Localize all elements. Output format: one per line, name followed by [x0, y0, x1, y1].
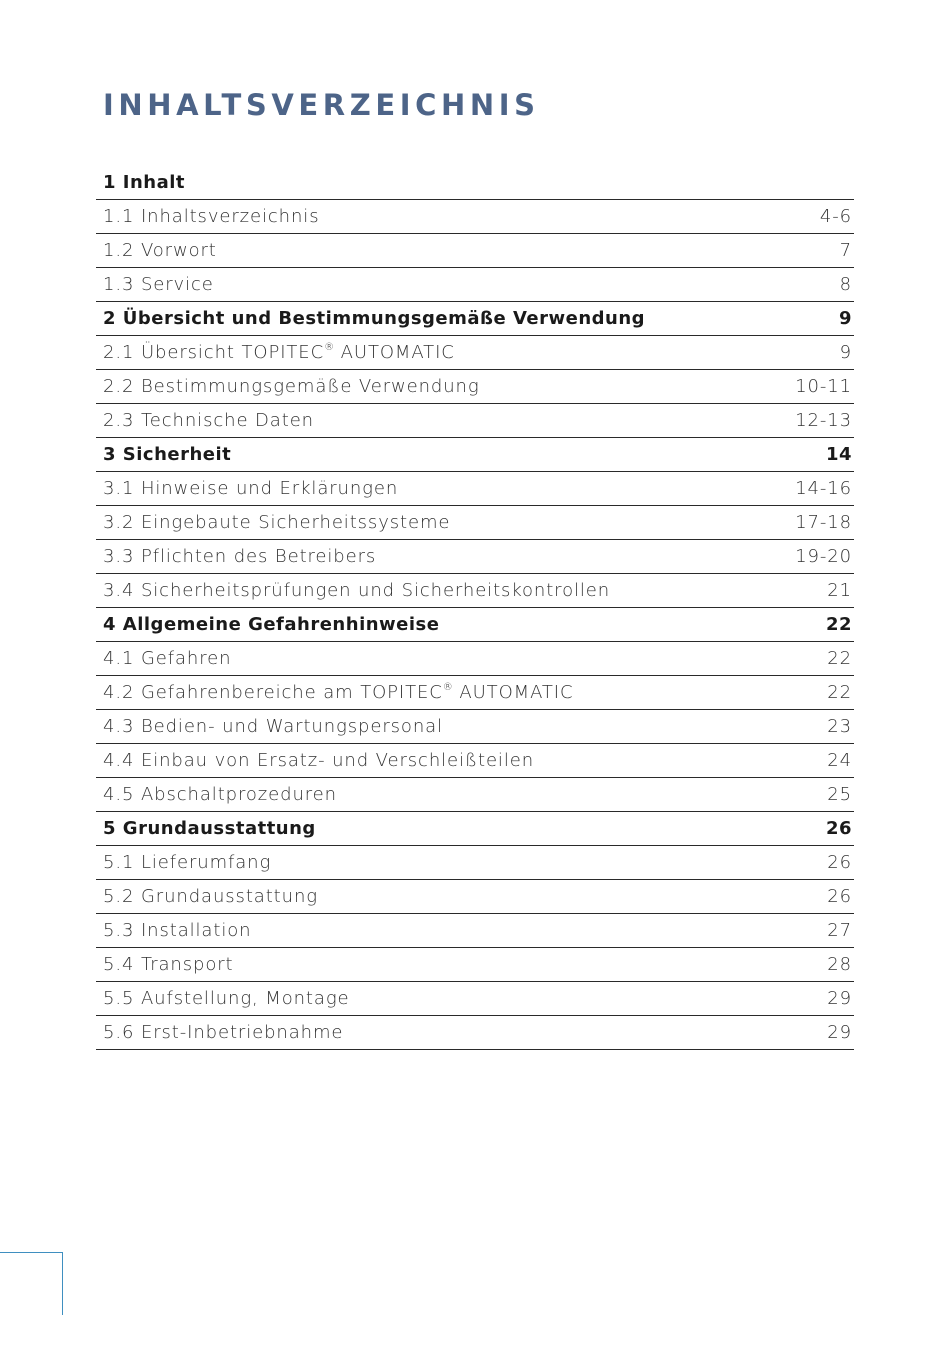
toc-page-number: 29 — [827, 1022, 852, 1043]
toc-entry-row — [96, 268, 854, 302]
toc-entry-label: 5.5 Aufstellung, Montage — [103, 988, 350, 1009]
toc-entry-label: 4.1 Gefahren — [103, 648, 232, 669]
toc-entry-label: 3 Sicherheit — [103, 444, 232, 465]
toc-entry-row — [96, 404, 854, 438]
table-of-contents — [96, 166, 854, 1050]
toc-page-number: 12-13 — [795, 410, 852, 431]
toc-entry-row — [96, 914, 854, 948]
toc-page-number: 4-6 — [819, 206, 852, 227]
toc-entry-label: 4.2 Gefahrenbereiche am TOPITEC® AUTOMATIC — [103, 682, 574, 703]
toc-page-number: 28 — [827, 954, 852, 975]
toc-entry-row — [96, 642, 854, 676]
toc-entry-label: 5 Grundausstattung — [103, 818, 316, 839]
toc-page-number: 27 — [827, 920, 852, 941]
page-title: INHALTSVERZEICHNIS — [103, 88, 540, 122]
toc-entry-label: 1.1 Inhaltsverzeichnis — [103, 206, 320, 227]
toc-entry-label: 3.2 Eingebaute Sicherheitssysteme — [103, 512, 451, 533]
toc-entry-row — [96, 710, 854, 744]
toc-entry-row — [96, 200, 854, 234]
toc-page-number: 25 — [827, 784, 852, 805]
toc-page-number: 26 — [825, 818, 852, 839]
toc-page-number: 29 — [827, 988, 852, 1009]
toc-entry-row — [96, 880, 854, 914]
toc-page-number: 19-20 — [795, 546, 852, 567]
toc-page-number: 23 — [827, 716, 852, 737]
toc-entry-row — [96, 948, 854, 982]
toc-page-number: 14-16 — [795, 478, 852, 499]
toc-page-number: 24 — [827, 750, 852, 771]
toc-page-number: 22 — [825, 614, 852, 635]
toc-entry-label: 5.6 Erst-Inbetriebnahme — [103, 1022, 344, 1043]
toc-entry-label: 4.5 Abschaltprozeduren — [103, 784, 337, 805]
toc-entry-row — [96, 506, 854, 540]
toc-page-number: 26 — [827, 886, 852, 907]
toc-entry-row — [96, 472, 854, 506]
toc-section-row — [96, 608, 854, 642]
toc-entry-label: 1 Inhalt — [103, 172, 186, 193]
toc-page-number: 22 — [827, 682, 852, 703]
toc-entry-row — [96, 1016, 854, 1050]
toc-section-row — [96, 812, 854, 846]
toc-entry-row — [96, 778, 854, 812]
toc-entry-label: 5.4 Transport — [103, 954, 234, 975]
toc-entry-label: 5.3 Installation — [103, 920, 252, 941]
toc-entry-label: 3.3 Pflichten des Betreibers — [103, 546, 377, 567]
toc-entry-label: 2.1 Übersicht TOPITEC® AUTOMATIC — [103, 342, 455, 363]
toc-entry-row — [96, 744, 854, 778]
toc-page-number: 26 — [827, 852, 852, 873]
toc-entry-label: 2.3 Technische Daten — [103, 410, 314, 431]
toc-entry-row — [96, 676, 854, 710]
toc-page-number: 9 — [838, 308, 852, 329]
toc-entry-label: 3.1 Hinweise und Erklärungen — [103, 478, 399, 499]
toc-entry-row — [96, 540, 854, 574]
toc-entry-row — [96, 846, 854, 880]
toc-entry-label: 1.2 Vorwort — [103, 240, 217, 261]
toc-page-number: 17-18 — [795, 512, 852, 533]
toc-entry-label: 2 Übersicht und Bestimmungsgemäße Verwendung — [103, 308, 646, 329]
toc-section-row — [96, 166, 854, 200]
toc-page-number: 10-11 — [795, 376, 852, 397]
toc-page-number: 22 — [827, 648, 852, 669]
toc-entry-label: 4.4 Einbau von Ersatz- und Verschleißteilen — [103, 750, 535, 771]
toc-entry-label: 1.3 Service — [103, 274, 214, 295]
toc-section-row — [96, 302, 854, 336]
toc-page-number: 7 — [839, 240, 852, 261]
toc-entry-row — [96, 982, 854, 1016]
toc-entry-row — [96, 336, 854, 370]
toc-entry-label: 4 Allgemeine Gefahrenhinweise — [103, 614, 440, 635]
toc-entry-label: 2.2 Bestimmungsgemäße Verwendung — [103, 376, 480, 397]
toc-section-row — [96, 438, 854, 472]
toc-page-number: 8 — [839, 274, 852, 295]
toc-entry-label: 5.2 Grundausstattung — [103, 886, 318, 907]
toc-page-number: 21 — [827, 580, 852, 601]
toc-page-number: 9 — [839, 342, 852, 363]
toc-entry-row — [96, 234, 854, 268]
page-corner-mark — [0, 1252, 63, 1315]
toc-entry-row — [96, 370, 854, 404]
toc-entry-label: 5.1 Lieferumfang — [103, 852, 272, 873]
toc-entry-label: 3.4 Sicherheitsprüfungen und Sicherheitskontrollen — [103, 580, 611, 601]
toc-entry-row — [96, 574, 854, 608]
toc-entry-label: 4.3 Bedien- und Wartungspersonal — [103, 716, 443, 737]
toc-page-number: 14 — [825, 444, 852, 465]
